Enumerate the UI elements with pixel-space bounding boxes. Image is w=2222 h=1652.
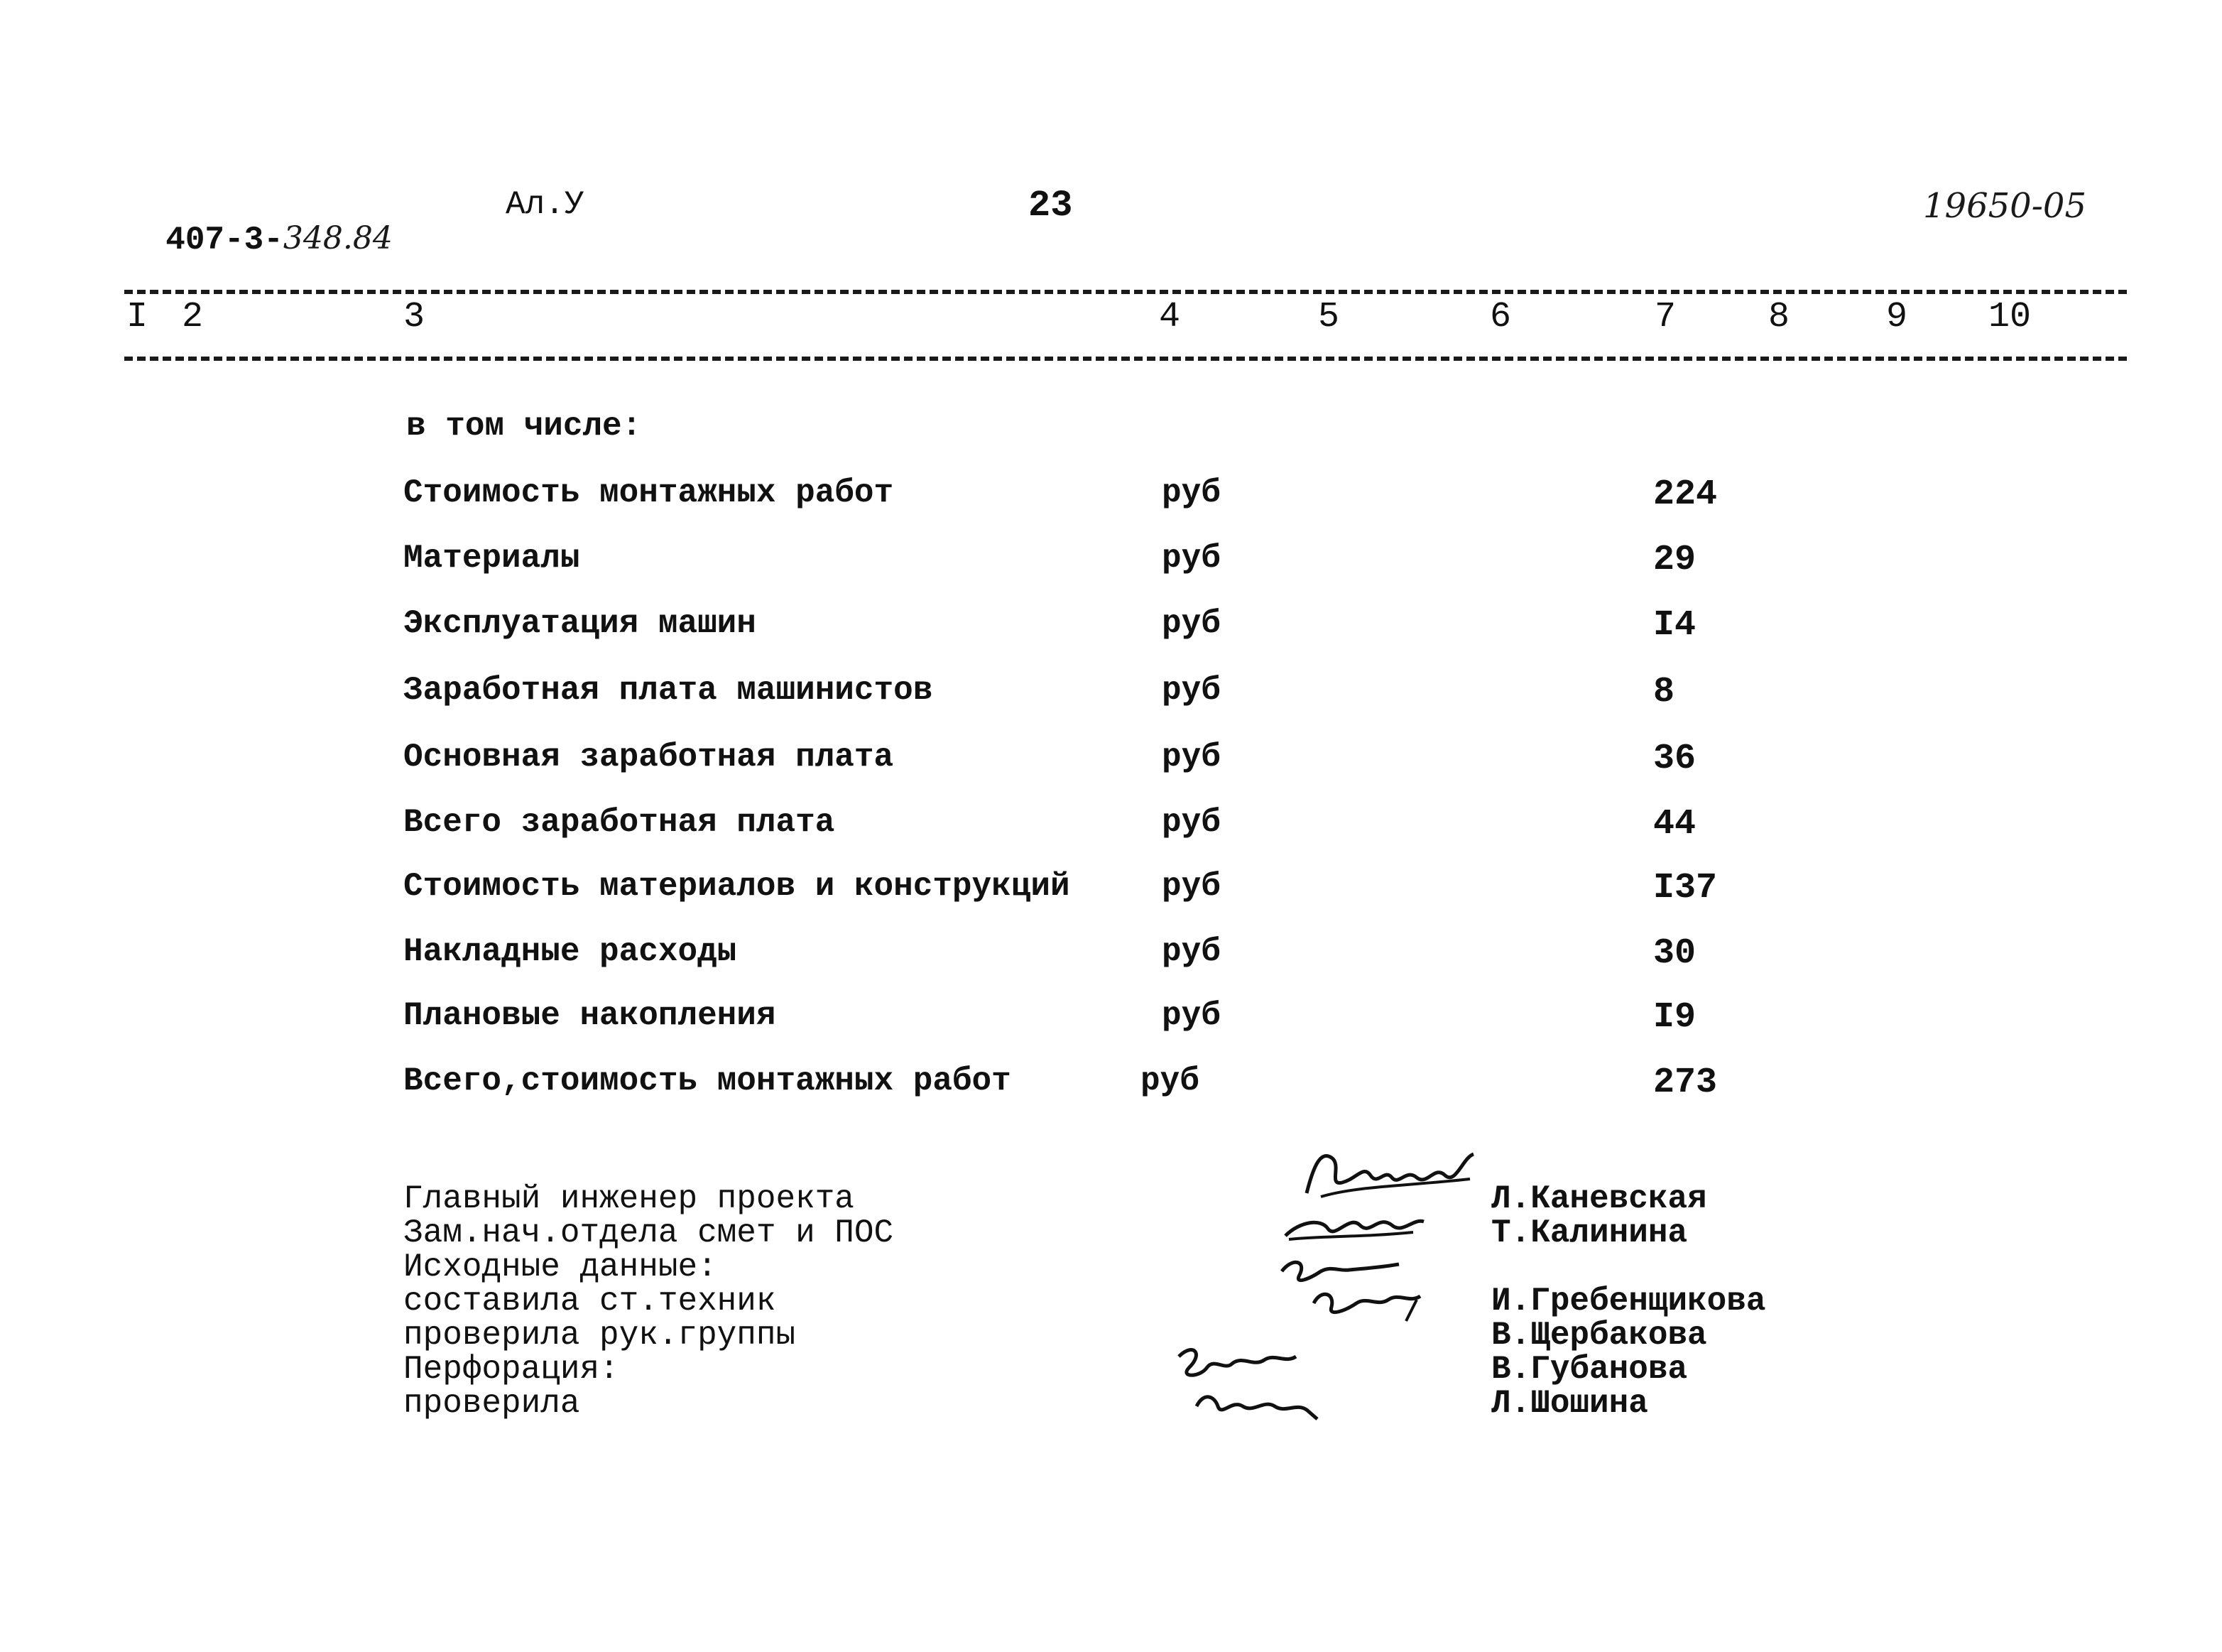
- table-row: [0, 868, 2222, 918]
- table-row: [0, 997, 2222, 1047]
- row-label: Заработная плата машинистов: [403, 672, 933, 709]
- handwritten-signature: [1300, 1143, 1484, 1207]
- column-number-1: I: [126, 297, 148, 337]
- handwritten-signature: [1278, 1200, 1442, 1250]
- row-unit: руб: [1162, 933, 1221, 970]
- section-title: в том числе:: [406, 408, 642, 445]
- handwritten-signature: [1165, 1335, 1335, 1428]
- row-value: 273: [1653, 1063, 1718, 1103]
- row-value: 29: [1653, 540, 1697, 580]
- column-header-top-rule: [124, 290, 2127, 294]
- document-code-handwritten: 348.84: [283, 220, 393, 256]
- signer-name: Л.Шошина: [1491, 1385, 1648, 1422]
- row-value: I4: [1653, 605, 1697, 646]
- row-unit: руб: [1162, 739, 1221, 776]
- document-code-prefix: 407-3-: [165, 222, 283, 259]
- row-unit: руб: [1162, 804, 1221, 841]
- signer-name: В.Губанова: [1491, 1351, 1688, 1388]
- signer-name: И.Гребенщикова: [1491, 1283, 1766, 1320]
- album-label: Ал.У: [506, 186, 584, 223]
- table-row: [0, 739, 2222, 788]
- row-value: 8: [1653, 672, 1675, 712]
- table-row: [0, 540, 2222, 589]
- column-number-9: 9: [1886, 297, 1908, 337]
- signer-title: проверила рук.группы: [403, 1317, 796, 1354]
- column-number-4: 4: [1159, 297, 1181, 337]
- inventory-number: 19650-05: [1923, 186, 2086, 226]
- row-label: Стоимость материалов и конструкций: [403, 868, 1070, 905]
- row-unit: руб: [1162, 868, 1221, 905]
- row-label: Материалы: [403, 540, 580, 577]
- page-number: 23: [1028, 185, 1073, 227]
- row-value: 224: [1653, 474, 1718, 515]
- row-unit: руб: [1162, 997, 1221, 1034]
- row-label: Всего заработная плата: [403, 804, 835, 841]
- signer-title: Исходные данные:: [403, 1249, 717, 1286]
- signer-title: Перфорация:: [403, 1351, 619, 1388]
- row-label: Эксплуатация машин: [403, 605, 756, 642]
- document-code: [126, 183, 393, 259]
- table-row: [0, 804, 2222, 854]
- column-number-8: 8: [1768, 297, 1790, 337]
- signer-name: Л.Каневская: [1491, 1180, 1707, 1217]
- row-label: Всего,стоимость монтажных работ: [403, 1063, 1011, 1099]
- signer-title: Главный инженер проекта: [403, 1180, 854, 1217]
- row-label: Плановые накопления: [403, 997, 776, 1034]
- row-unit: руб: [1162, 605, 1221, 642]
- row-label: Накладные расходы: [403, 933, 737, 970]
- table-row: [0, 672, 2222, 722]
- signer-title: Зам.нач.отдела смет и ПОС: [403, 1214, 894, 1251]
- row-value: 36: [1653, 739, 1697, 779]
- column-number-3: 3: [403, 297, 425, 337]
- row-value: 44: [1653, 804, 1697, 844]
- row-unit: руб: [1162, 540, 1221, 577]
- column-number-5: 5: [1318, 297, 1340, 337]
- signer-title: проверила: [403, 1385, 580, 1422]
- row-value: I9: [1653, 997, 1697, 1038]
- row-unit: руб: [1140, 1063, 1199, 1099]
- column-number-10: 10: [1988, 297, 2032, 337]
- table-row: [0, 474, 2222, 524]
- row-unit: руб: [1162, 672, 1221, 709]
- column-number-2: 2: [182, 297, 204, 337]
- row-label: Основная заработная плата: [403, 739, 894, 776]
- column-number-6: 6: [1490, 297, 1512, 337]
- table-row: [0, 605, 2222, 655]
- signer-title: составила ст.техник: [403, 1283, 776, 1320]
- signer-name: В.Щербакова: [1491, 1317, 1707, 1354]
- signer-name: Т.Калинина: [1491, 1214, 1688, 1251]
- table-row: [0, 1063, 2222, 1112]
- row-label: Стоимость монтажных работ: [403, 474, 894, 511]
- row-unit: руб: [1162, 474, 1221, 511]
- column-header-bottom-rule: [124, 357, 2127, 361]
- column-number-7: 7: [1655, 297, 1677, 337]
- row-value: 30: [1653, 933, 1697, 974]
- table-row: [0, 933, 2222, 983]
- row-value: I37: [1653, 868, 1718, 908]
- handwritten-signature: [1271, 1250, 1442, 1335]
